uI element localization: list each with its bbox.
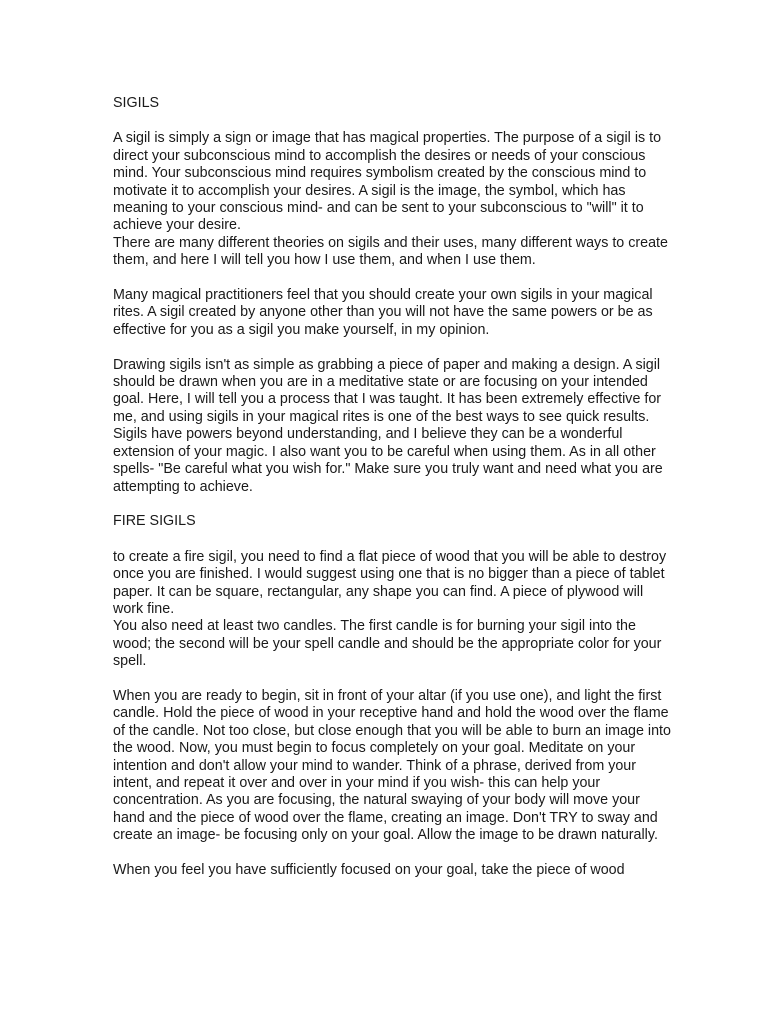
spacer bbox=[113, 671, 673, 688]
paragraph-sigil-theories: There are many different theories on sigils and their uses, many different ways to create them, and here I will tell you how I use them, and when I use them. bbox=[113, 234, 668, 269]
paragraph-wood-piece: to create a fire sigil, you need to find a flat piece of wood that you will be able to destroy once you are finished. I would suggest using one that is no bigger than a piece of tablet paper. It can be square, rectangular, any shape you can find. A piece of plywood will work fine. bbox=[113, 548, 667, 617]
paragraph-sigil-definition: A sigil is simply a sign or image that has magical properties. The purpose of a sigil is to direct your subconscious mind to accomplish the desires or needs of your conscious mind. Your subconscious mind requires symbolism created by the conscious mind to motivate it to accomplish your desires. A sigil is the image, the symbol, which has meaning to your conscious mind- and can be sent to your subconscious to "will" it to achieve your desire. bbox=[113, 130, 662, 234]
spacer bbox=[113, 496, 673, 513]
spacer bbox=[113, 270, 673, 287]
spacer bbox=[113, 339, 673, 356]
spacer bbox=[113, 845, 673, 862]
paragraph-candles: You also need at least two candles. The first candle is for burning your sigil into the wood; the second will be your spell candle and should be the appropriate color for your spell. bbox=[113, 618, 662, 670]
paragraph-focused-goal: When you feel you have sufficiently focused on your goal, take the piece of wood bbox=[113, 861, 625, 878]
paragraph-begin-ritual: When you are ready to begin, sit in front of your altar (if you use one), and light the first candle. Hold the piece of wood in your receptive hand and hold the wood over the flame of the candle. Not too close, but close enough that you will be able to burn an image into the wood. Now, you must begin to focus completely on your goal. Meditate on your intention and don't allow your mind to wander. Think of a phrase, derived from your intent, and repeat it over and over in your mind if you wish- this can help your concentration. As you are focusing, the natural swaying of your body will move your hand and the piece of wood over the flame, creating an image. Don't TRY to sway and create an image- be focusing only on your goal. Allow the image to be drawn naturally. bbox=[113, 687, 671, 844]
heading-fire-sigils: FIRE SIGILS bbox=[113, 513, 196, 530]
paragraph-practitioners: Many magical practitioners feel that you should create your own sigils in your magical rites. A sigil created by anyone other than you will not have the same powers or be as effective for you as a sigil you make yourself, in my opinion. bbox=[113, 287, 653, 338]
document-body bbox=[113, 95, 673, 879]
heading-sigils: SIGILS bbox=[113, 95, 160, 111]
paragraph-drawing-sigils: Drawing sigils isn't as simple as grabbing a piece of paper and making a design. A sigil should be drawn when you are in a meditative state or are focusing on your intended goal. Here, I will tell you a process that I was taught. It has been extremely effective for me, and using sigils in your magical rites is one of the best ways to see quick results. Sigils have powers beyond understanding, and I believe they can be a wonderful extension of your magic. I also want you to be careful when using them. As in all other spells- "Be careful what you wish for." Make sure you truly want and need what you are attempting to achieve. bbox=[113, 356, 663, 495]
